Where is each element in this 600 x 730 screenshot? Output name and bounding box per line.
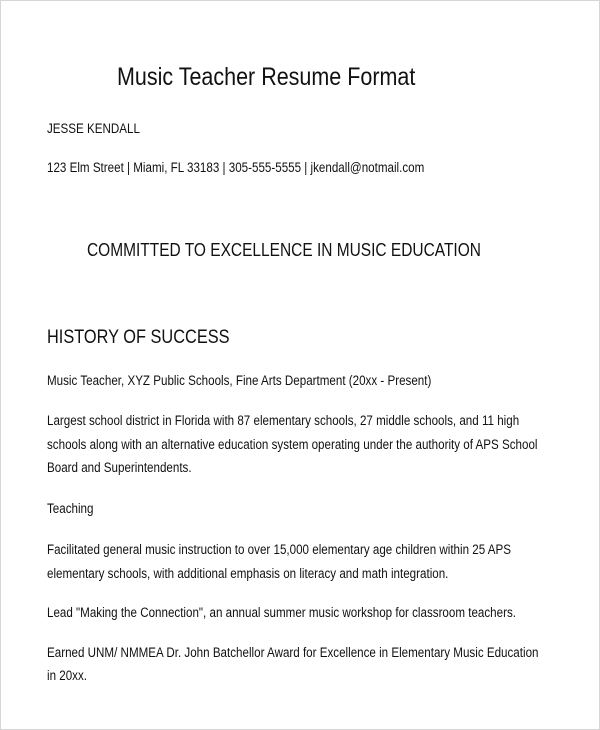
facilitated-line-1: Facilitated general music instruction to over 15,000 elementary age children within 25 APS bbox=[47, 542, 512, 557]
subheading-teaching: Teaching bbox=[47, 501, 94, 516]
district-line-3: Board and Superintendents. bbox=[47, 460, 192, 475]
award-line-1: Earned UNM/ NMMEA Dr. John Batchellor Award for Excellence in Elementary Music Education bbox=[47, 645, 539, 660]
section-heading: HISTORY OF SUCCESS bbox=[47, 327, 230, 348]
document-title: Music Teacher Resume Format bbox=[117, 63, 416, 91]
district-line-1: Largest school district in Florida with 87 elementary schools, 27 middle schools, and 11 high bbox=[47, 413, 520, 428]
tagline: COMMITTED TO EXCELLENCE IN MUSIC EDUCATION bbox=[87, 240, 481, 260]
facilitated-line-2: elementary schools, with additional emphasis on literacy and math integration. bbox=[47, 566, 449, 581]
district-line-2: schools along with an alternative education system operating under the authority of APS School bbox=[47, 437, 538, 452]
award-line-2: in 20xx. bbox=[47, 668, 88, 683]
lead-line: Lead "Making the Connection", an annual summer music workshop for classroom teachers. bbox=[47, 605, 517, 620]
contact-line: 123 Elm Street | Miami, FL 33183 | 305-555-5555 | jkendall@notmail.com bbox=[47, 160, 425, 175]
position-line: Music Teacher, XYZ Public Schools, Fine Arts Department (20xx - Present) bbox=[47, 373, 432, 388]
candidate-name: JESSE KENDALL bbox=[47, 121, 140, 136]
